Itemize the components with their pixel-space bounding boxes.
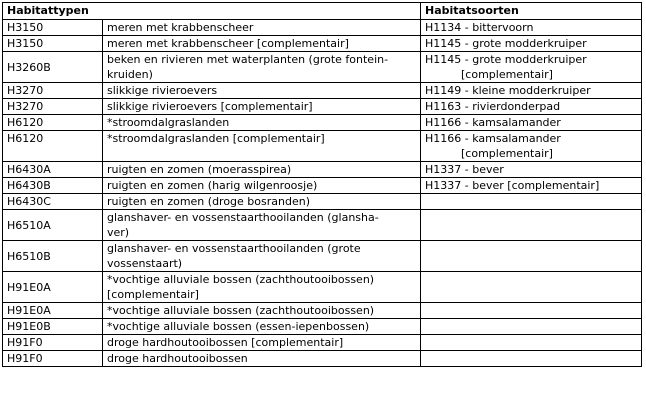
- header-habitatsoorten: Habitatsoorten: [421, 3, 642, 20]
- species-line: H1166 - kamsalamander: [425, 132, 561, 145]
- habitat-description-line: kruiden): [107, 68, 153, 81]
- habitat-code: H3270: [3, 99, 103, 115]
- habitat-description: [103, 210, 421, 241]
- habitat-description: [103, 52, 421, 83]
- species: [421, 241, 642, 272]
- table-row: [3, 115, 642, 131]
- habitat-description: slikkige rivieroevers: [103, 83, 421, 99]
- habitat-description: ruigten en zomen (moerasspirea): [103, 162, 421, 178]
- habitat-code: H6120: [3, 115, 103, 131]
- habitat-description: *vochtige alluviale bossen (essen-iepenbossen): [103, 319, 421, 335]
- habitat-description: droge hardhoutooibossen [complementair]: [103, 335, 421, 351]
- table-row: [3, 335, 642, 351]
- table-row: [3, 241, 642, 272]
- habitat-code: H91E0B: [3, 319, 103, 335]
- habitat-description: [103, 241, 421, 272]
- species: H1145 - grote modderkruiper: [421, 36, 642, 52]
- species: [421, 335, 642, 351]
- species: [421, 194, 642, 210]
- habitat-description-line: vossenstaart): [107, 257, 183, 270]
- habitat-code: H6430A: [3, 162, 103, 178]
- habitat-description: meren met krabbenscheer: [103, 20, 421, 36]
- habitat-description-line: beken en rivieren met waterplanten (grote fontein-: [107, 53, 389, 66]
- habitat-code: H6430B: [3, 178, 103, 194]
- habitat-description: droge hardhoutooibossen: [103, 351, 421, 367]
- species: H1149 - kleine modderkruiper: [421, 83, 642, 99]
- habitat-description: *stroomdalgraslanden: [103, 115, 421, 131]
- species: H1166 - kamsalamander: [421, 115, 642, 131]
- habitat-code: H3260B: [3, 52, 103, 83]
- species-line: [complementair]: [461, 147, 553, 160]
- header-row: [3, 3, 642, 20]
- habitat-description: [103, 272, 421, 303]
- table-row: [3, 178, 642, 194]
- table-row: [3, 52, 642, 83]
- habitat-code: H91F0: [3, 335, 103, 351]
- table-row: [3, 36, 642, 52]
- table-row: [3, 20, 642, 36]
- habitat-description-line: glanshaver- en vossenstaarthooilanden (glansha-: [107, 211, 379, 224]
- table-row: [3, 83, 642, 99]
- habitat-code: H91E0A: [3, 272, 103, 303]
- species: [421, 303, 642, 319]
- habitat-code: H91E0A: [3, 303, 103, 319]
- habitat-description: *vochtige alluviale bossen (zachthoutooibossen): [103, 303, 421, 319]
- species: [421, 272, 642, 303]
- table-row: [3, 272, 642, 303]
- habitat-description: ruigten en zomen (droge bosranden): [103, 194, 421, 210]
- habitat-code: H6430C: [3, 194, 103, 210]
- table-row: [3, 162, 642, 178]
- table-row: [3, 131, 642, 162]
- header-habitattypen: Habitattypen: [3, 3, 421, 20]
- habitat-code: H91F0: [3, 351, 103, 367]
- table-row: [3, 194, 642, 210]
- habitat-description: ruigten en zomen (harig wilgenroosje): [103, 178, 421, 194]
- table-row: [3, 99, 642, 115]
- species: H1134 - bittervoorn: [421, 20, 642, 36]
- species-line: H1145 - grote modderkruiper: [425, 53, 587, 66]
- habitat-code: H6120: [3, 131, 103, 162]
- habitat-description: meren met krabbenscheer [complementair]: [103, 36, 421, 52]
- species: [421, 131, 642, 162]
- habitat-code: H3270: [3, 83, 103, 99]
- species: [421, 351, 642, 367]
- table-row: [3, 351, 642, 367]
- species: H1163 - rivierdonderpad: [421, 99, 642, 115]
- species-line: [complementair]: [461, 68, 553, 81]
- habitat-code: H6510A: [3, 210, 103, 241]
- species: [421, 52, 642, 83]
- habitat-code: H3150: [3, 20, 103, 36]
- habitat-description-line: *vochtige alluviale bossen (zachthoutooibossen): [107, 273, 375, 286]
- habitat-description: slikkige rivieroevers [complementair]: [103, 99, 421, 115]
- habitat-description-line: [complementair]: [107, 288, 199, 301]
- habitat-code: H6510B: [3, 241, 103, 272]
- species: H1337 - bever [complementair]: [421, 178, 642, 194]
- habitat-description-line: glanshaver- en vossenstaarthooilanden (grote: [107, 242, 361, 255]
- habitat-code: H3150: [3, 36, 103, 52]
- habitat-description: *stroomdalgraslanden [complementair]: [103, 131, 421, 162]
- species: [421, 210, 642, 241]
- habitat-table: [2, 2, 642, 367]
- table-row: [3, 319, 642, 335]
- table-row: [3, 303, 642, 319]
- table-row: [3, 210, 642, 241]
- species: H1337 - bever: [421, 162, 642, 178]
- habitat-description-line: ver): [107, 226, 130, 239]
- species: [421, 319, 642, 335]
